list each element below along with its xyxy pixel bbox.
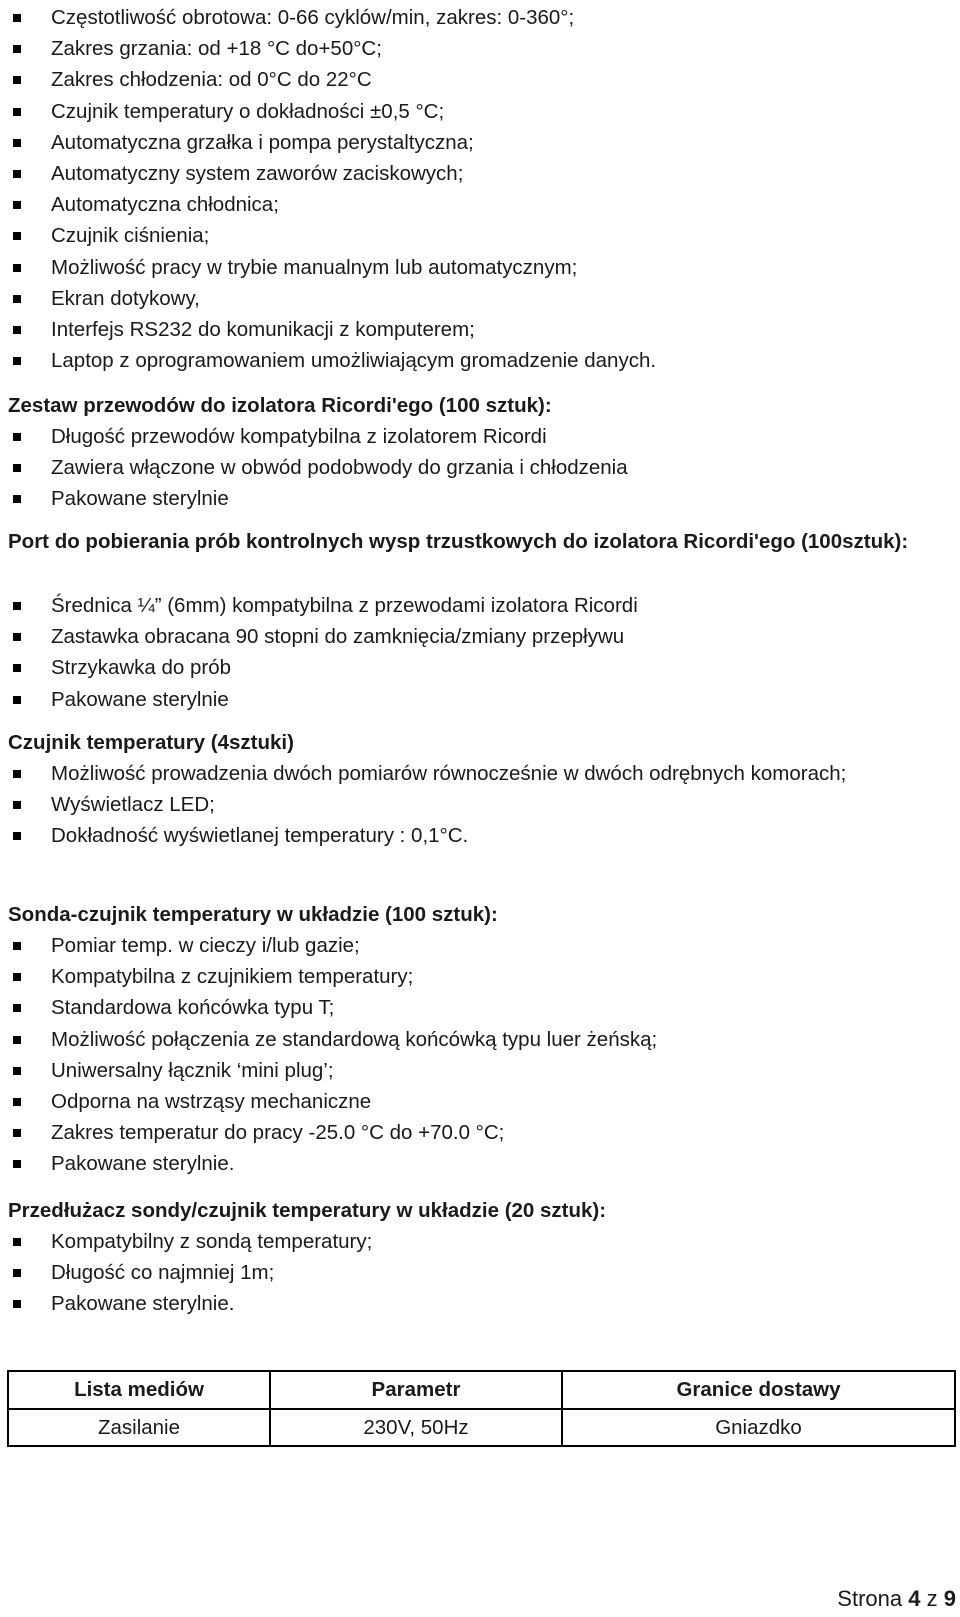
bullet-icon	[13, 1129, 21, 1137]
list-item: Automatyczna grzałka i pompa perystaltyczna;	[8, 127, 950, 158]
list-item: Uniwersalny łącznik ‘mini plug’;	[8, 1055, 950, 1086]
list-item: Pakowane sterylnie.	[8, 1148, 950, 1179]
spec-list-port	[8, 590, 950, 715]
spec-list-tubes	[8, 421, 950, 515]
bullet-icon	[13, 495, 21, 503]
table-cell: 230V, 50Hz	[270, 1409, 562, 1446]
table-header-cell: Lista mediów	[8, 1371, 270, 1409]
table-cell: Zasilanie	[8, 1409, 270, 1446]
section-heading-probe: Sonda-czujnik temperatury w układzie (100 sztuk):	[8, 903, 498, 926]
section-heading-extension: Przedłużacz sondy/czujnik temperatury w układzie (20 sztuk):	[8, 1199, 607, 1222]
list-item: Długość przewodów kompatybilna z izolatorem Ricordi	[8, 421, 950, 452]
list-item: Strzykawka do prób	[8, 652, 950, 683]
section-heading-sensor: Czujnik temperatury (4sztuki)	[8, 731, 294, 754]
bullet-icon	[13, 139, 21, 147]
list-item: Automatyczna chłodnica;	[8, 189, 950, 220]
list-item: Częstotliwość obrotowa: 0-66 cyklów/min, zakres: 0-360°;	[8, 2, 950, 33]
table-header-cell: Parametr	[270, 1371, 562, 1409]
bullet-icon	[13, 45, 21, 53]
list-item: Ekran dotykowy,	[8, 283, 950, 314]
bullet-icon	[13, 170, 21, 178]
bullet-icon	[13, 1269, 21, 1277]
list-item: Długość co najmniej 1m;	[8, 1257, 950, 1288]
list-item: Zawiera włączone w obwód podobwody do grzania i chłodzenia	[8, 452, 950, 483]
list-item: Dokładność wyświetlanej temperatury : 0,1°C.	[8, 820, 950, 851]
list-item: Laptop z oprogramowaniem umożliwiającym gromadzenie danych.	[8, 345, 950, 376]
bullet-icon	[13, 1160, 21, 1168]
list-item: Kompatybilna z czujnikiem temperatury;	[8, 961, 950, 992]
bullet-icon	[13, 664, 21, 672]
bullet-icon	[13, 108, 21, 116]
bullet-icon	[13, 602, 21, 610]
list-item: Średnica ¼” (6mm) kompatybilna z przewodami izolatora Ricordi	[8, 590, 950, 621]
list-item: Odporna na wstrząsy mechaniczne	[8, 1086, 950, 1117]
bullet-icon	[13, 357, 21, 365]
list-item: Pakowane sterylnie	[8, 684, 950, 715]
list-item: Możliwość pracy w trybie manualnym lub automatycznym;	[8, 252, 950, 283]
list-item: Automatyczny system zaworów zaciskowych;	[8, 158, 950, 189]
spec-list-sensor	[8, 758, 950, 852]
spec-list-probe	[8, 930, 950, 1180]
table-header-row	[8, 1371, 955, 1409]
bullet-icon	[13, 1098, 21, 1106]
bullet-icon	[13, 633, 21, 641]
list-item: Interfejs RS232 do komunikacji z komputerem;	[8, 314, 950, 345]
bullet-icon	[13, 433, 21, 441]
bullet-icon	[13, 201, 21, 209]
bullet-icon	[13, 1036, 21, 1044]
bullet-icon	[13, 1238, 21, 1246]
bullet-icon	[13, 973, 21, 981]
list-item: Zakres grzania: od +18 °C do+50°C;	[8, 33, 950, 64]
table-row	[8, 1409, 955, 1446]
bullet-icon	[13, 14, 21, 22]
list-item: Czujnik ciśnienia;	[8, 220, 950, 251]
list-item: Pakowane sterylnie	[8, 483, 950, 514]
bullet-icon	[13, 1004, 21, 1012]
bullet-icon	[13, 464, 21, 472]
bullet-icon	[13, 1300, 21, 1308]
bullet-icon	[13, 770, 21, 778]
bullet-icon	[13, 232, 21, 240]
section-heading-port: Port do pobierania prób kontrolnych wysp trzustkowych do izolatora Ricordi'ego (100sztuk):	[8, 530, 909, 553]
list-item: Zakres temperatur do pracy -25.0 °C do +70.0 °C;	[8, 1117, 950, 1148]
bullet-icon	[13, 832, 21, 840]
bullet-icon	[13, 264, 21, 272]
bullet-icon	[13, 295, 21, 303]
bullet-icon	[13, 942, 21, 950]
spec-list-extension	[8, 1226, 950, 1320]
bullet-icon	[13, 326, 21, 334]
bullet-icon	[13, 696, 21, 704]
list-item: Możliwość połączenia ze standardową końcówką typu luer żeńską;	[8, 1024, 950, 1055]
list-item: Zakres chłodzenia: od 0°C do 22°C	[8, 64, 950, 95]
page-number: Strona 4 z 9	[837, 1586, 956, 1611]
list-item: Zastawka obracana 90 stopni do zamknięcia/zmiany przepływu	[8, 621, 950, 652]
list-item: Wyświetlacz LED;	[8, 789, 950, 820]
list-item: Czujnik temperatury o dokładności ±0,5 °C;	[8, 96, 950, 127]
spec-list-top	[8, 2, 950, 376]
list-item: Możliwość prowadzenia dwóch pomiarów równocześnie w dwóch odrębnych komorach;	[8, 758, 950, 789]
list-item: Standardowa końcówka typu T;	[8, 992, 950, 1023]
list-item: Kompatybilny z sondą temperatury;	[8, 1226, 950, 1257]
section-heading-tubes: Zestaw przewodów do izolatora Ricordi'ego (100 sztuk):	[8, 394, 552, 417]
bullet-icon	[13, 801, 21, 809]
table-cell: Gniazdko	[562, 1409, 955, 1446]
list-item: Pakowane sterylnie.	[8, 1288, 950, 1319]
bullet-icon	[13, 76, 21, 84]
list-item: Pomiar temp. w cieczy i/lub gazie;	[8, 930, 950, 961]
media-table	[7, 1370, 956, 1447]
table-header-cell: Granice dostawy	[562, 1371, 955, 1409]
bullet-icon	[13, 1067, 21, 1075]
